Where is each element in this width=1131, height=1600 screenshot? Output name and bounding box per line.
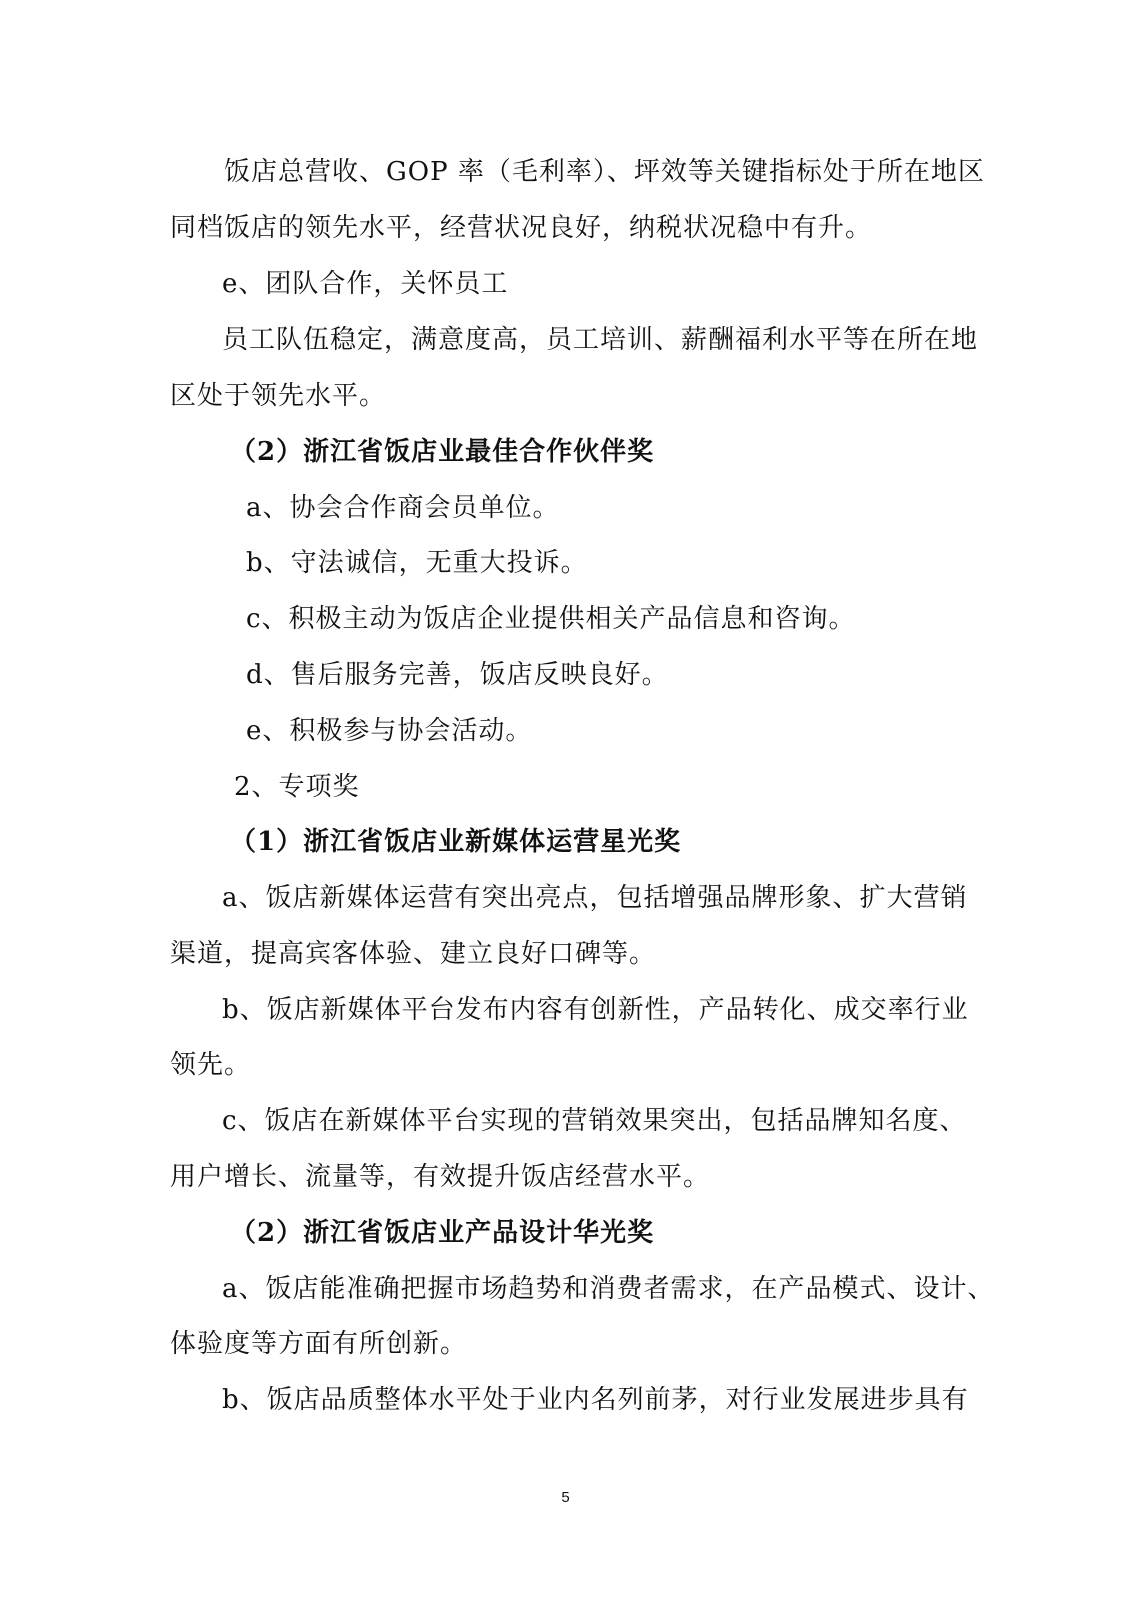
paragraph-line: 员工队伍稳定，满意度高，员工培训、薪酬福利水平等在所在地 — [222, 325, 979, 355]
list-item: c、积极主动为饭店企业提供相关产品信息和咨询。 — [246, 604, 856, 634]
paragraph-line: 同档饭店的领先水平，经营状况良好，纳税状况稳中有升。 — [170, 213, 873, 243]
list-item: a、协会合作商会员单位。 — [246, 493, 560, 523]
paragraph-line: a、饭店新媒体运营有突出亮点，包括增强品牌形象、扩大营销 — [222, 883, 968, 913]
section-heading: （2）浙江省饭店业最佳合作伙伴奖 — [230, 437, 655, 467]
paragraph-line: 体验度等方面有所创新。 — [170, 1329, 468, 1359]
paragraph-line: b、饭店品质整体水平处于业内名列前茅，对行业发展进步具有 — [222, 1385, 969, 1415]
paragraph-line: 渠道，提高宾客体验、建立良好口碑等。 — [170, 939, 657, 969]
subheading-line: 2、专项奖 — [234, 772, 360, 802]
paragraph-line: c、饭店在新媒体平台实现的营销效果突出，包括品牌知名度、 — [222, 1106, 967, 1136]
paragraph-line: a、饭店能准确把握市场趋势和消费者需求，在产品模式、设计、 — [222, 1274, 995, 1304]
list-item: d、售后服务完善，饭店反映良好。 — [246, 660, 669, 690]
section-heading: （1）浙江省饭店业新媒体运营星光奖 — [230, 827, 682, 857]
subheading-line: e、团队合作，关怀员工 — [222, 269, 509, 299]
paragraph-line: 领先。 — [170, 1050, 252, 1080]
section-heading: （2）浙江省饭店业产品设计华光奖 — [230, 1218, 655, 1248]
paragraph-line: 饭店总营收、GOP 率（毛利率）、坪效等关键指标处于所在地区 — [224, 157, 985, 187]
paragraph-line: b、饭店新媒体平台发布内容有创新性，产品转化、成交率行业 — [222, 995, 969, 1025]
paragraph-line: 用户增长、流量等，有效提升饭店经营水平。 — [170, 1162, 711, 1192]
list-item: b、守法诚信，无重大投诉。 — [246, 548, 588, 578]
paragraph-line: 区处于领先水平。 — [170, 381, 387, 411]
page-number: 5 — [561, 1489, 570, 1506]
list-item: e、积极参与协会活动。 — [246, 716, 533, 746]
